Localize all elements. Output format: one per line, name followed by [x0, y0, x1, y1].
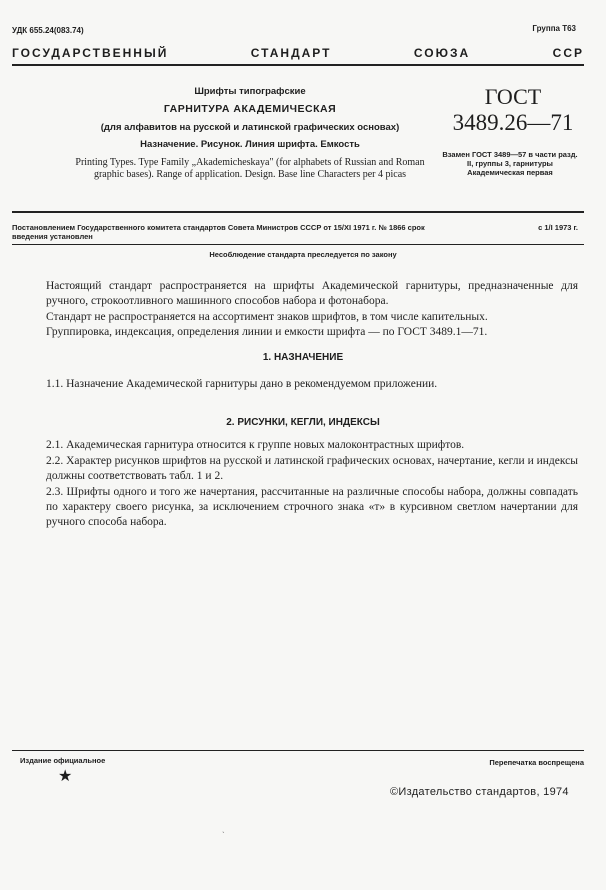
section-2-paragraph-2: 2.2. Характер рисунков шрифтов на русской и латинской графических основах, начертание, кегли и индексы должны соответствовать табл. 1 и 2.	[46, 455, 579, 482]
title-line-4: Назначение. Рисунок. Линия шрифта. Емкость	[140, 139, 360, 150]
page-mark: ˎ	[222, 824, 225, 833]
section-2-paragraph-1: 2.1. Академическая гарнитура относится к группе новых малоконтрастных шрифтов.	[46, 439, 465, 451]
intro-paragraph-3: Группировка, индексация, определения линии и емкости шрифта — по ГОСТ 3489.1—71.	[46, 326, 488, 338]
title-line-2: ГАРНИТУРА АКАДЕМИЧЕСКАЯ	[163, 103, 337, 115]
top-rule	[12, 64, 584, 66]
title-line-1: Шрифты типографские	[194, 86, 306, 97]
intro-paragraph-2: Стандарт не распространяется на ассортимент знаков шрифтов, в том числе капительных.	[46, 311, 488, 323]
standard-banner: ГОСУДАРСТВЕННЫЙ СТАНДАРТ СОЮЗА ССР	[12, 46, 584, 60]
gost-number: 3489.26—71	[452, 110, 574, 135]
decree-rule	[12, 211, 584, 213]
section-2-heading: 2. РИСУНКИ, КЕГЛИ, ИНДЕКСЫ	[226, 417, 380, 428]
english-title: Printing Types. Type Family „Akademicheskaya" (for alphabets of Russian and Roman graphic bases). Range of application. Design. Base line Characters per 4 picas	[75, 157, 425, 180]
group-code: Группа Т63	[532, 24, 576, 33]
section-1-paragraph-1: 1.1. Назначение Академической гарнитуры дано в рекомендуемом приложении.	[46, 378, 438, 390]
star-mark: ★	[58, 768, 73, 785]
gost-label: ГОСТ	[484, 84, 542, 109]
decree-text: Постановлением Государственного комитета стандартов Совета Министров СССР от 15/XI 1971 г. № 1866 срок введения установлен	[12, 223, 425, 241]
footer-rule	[12, 750, 584, 751]
legal-warning: Несоблюдение стандарта преследуется по закону	[209, 250, 397, 259]
section-2-paragraph-3: 2.3. Шрифты одного и того же начертания, рассчитанные на различные способы набора, должны совпадать по характеру своего рисунка, за исключением строчного знака «т» в курсивном светлом начертании для ручного способа набора.	[46, 486, 578, 528]
intro-paragraph-1: Настоящий стандарт распространяется на шрифты Академической гарнитуры, предназначенные для ручного, строкоотливного машинного способов набора и фотонабора.	[46, 280, 578, 307]
udk-code: УДК 655.24(083.74)	[12, 26, 84, 35]
section-1-heading: 1. НАЗНАЧЕНИЕ	[262, 352, 344, 363]
reprint-prohibited: Перепечатка воспрещена	[489, 758, 584, 767]
replaces-note: Взамен ГОСТ 3489—57 в части разд. II, группы 3, гарнитуры Академическая первая	[442, 150, 578, 177]
decree-bottom-rule	[12, 244, 584, 245]
copyright-line: ©Издательство стандартов, 1974	[390, 786, 569, 798]
effective-date: с 1/I 1973 г.	[538, 223, 578, 232]
title-line-3: (для алфавитов на русской и латинской графических основах)	[100, 122, 400, 133]
official-edition: Издание официальное	[20, 756, 106, 765]
